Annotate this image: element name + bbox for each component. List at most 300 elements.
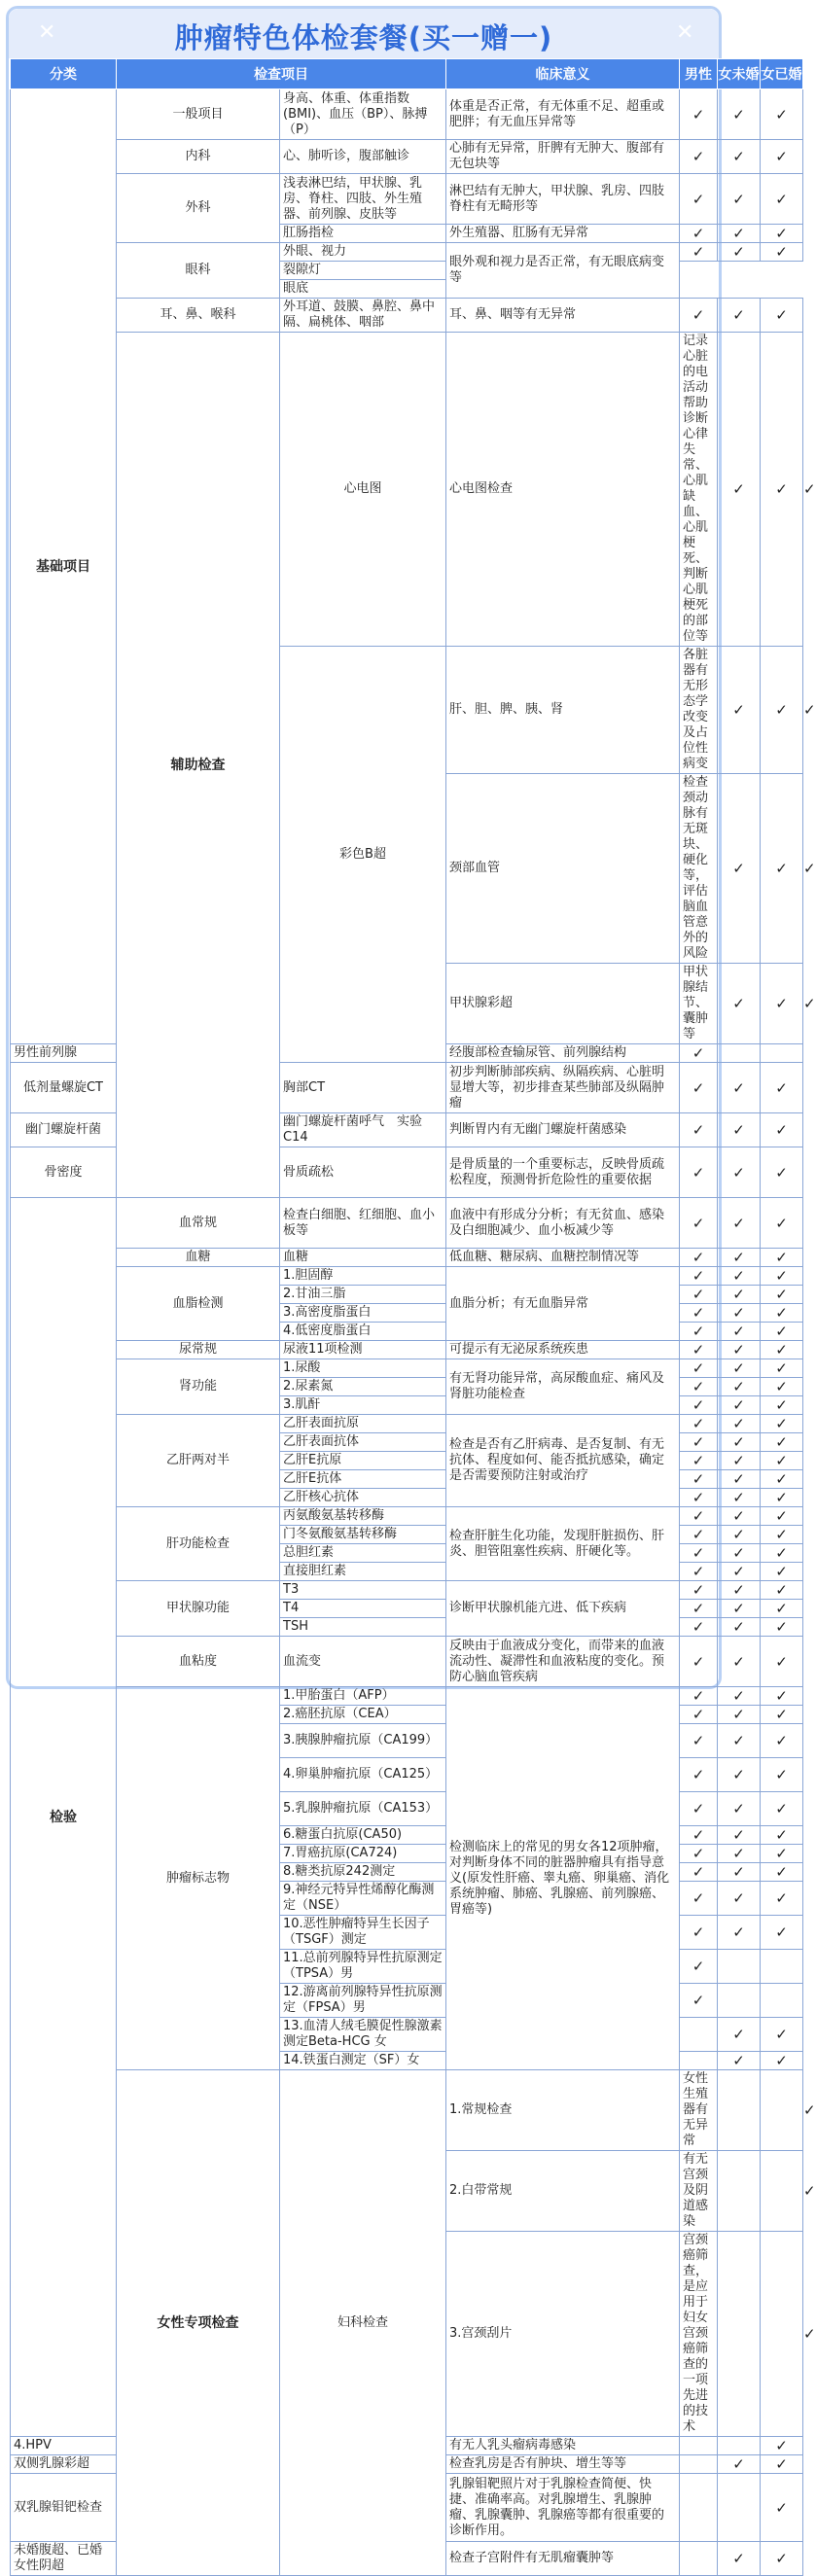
table-row: [11, 1359, 803, 1378]
close-icon: ✕: [38, 20, 56, 45]
subcategory-cell: 心电图: [280, 333, 446, 647]
check-mark-cell: [718, 1950, 761, 1984]
check-mark-cell: ✓: [761, 1544, 803, 1563]
item-cell: 4.HPV: [11, 2437, 117, 2455]
check-mark-cell: ✓: [761, 1724, 803, 1758]
meaning-cell: 甲状腺结节、囊肿等: [680, 964, 718, 1044]
header-female-married: 女已婚: [761, 59, 803, 89]
item-cell: 总胆红素: [280, 1544, 446, 1563]
check-mark-cell: ✓: [761, 1323, 803, 1341]
check-mark-cell: ✓: [718, 1507, 761, 1526]
check-mark-cell: ✓: [761, 1489, 803, 1507]
table-row: [11, 1687, 803, 1706]
item-cell: 1.甲胎蛋白（AFP）: [280, 1687, 446, 1706]
table-row: 女性专项检查 妇科检查 1.常规检查 女性生殖器有无异常 ✓: [11, 2070, 803, 2151]
check-mark-cell: [680, 2052, 718, 2070]
meaning-cell: 反映由于血液成分变化，而带来的血液流动性、凝滞性和血液粘度的变化。预防心脑血管疾病: [446, 1637, 680, 1687]
item-cell: 乙肝核心抗体: [280, 1489, 446, 1507]
category-cell: 女性专项检查: [117, 2070, 280, 2576]
check-mark-cell: ✓: [761, 1600, 803, 1618]
table-row: [11, 1249, 803, 1267]
check-mark-cell: ✓: [718, 1687, 761, 1706]
subcategory-cell: 血常规: [117, 1198, 280, 1249]
check-mark-cell: ✓: [761, 1916, 803, 1950]
meaning-cell: 检查肝脏生化功能，发现肝脏损伤、肝炎、胆管阻塞性疾病、肝硬化等。: [446, 1507, 680, 1581]
item-cell: TSH: [280, 1618, 446, 1637]
check-mark-cell: ✓: [761, 333, 803, 647]
table-header: [11, 59, 803, 89]
check-mark-cell: ✓: [761, 1249, 803, 1267]
check-mark-cell: ✓: [718, 2052, 761, 2070]
check-mark-cell: [680, 2474, 718, 2542]
check-mark-cell: ✓: [680, 1826, 718, 1845]
item-cell: 3.胰腺肿瘤抗原（CA199）: [280, 1724, 446, 1758]
check-mark-cell: ✓: [718, 1198, 761, 1249]
check-mark-cell: ✓: [761, 1396, 803, 1415]
check-mark-cell: ✓: [718, 1396, 761, 1415]
check-mark-cell: ✓: [718, 1415, 761, 1433]
item-cell: 男性前列腺: [11, 1044, 117, 1063]
check-mark-cell: ✓: [680, 1984, 718, 2018]
category-cell: 基础项目: [11, 89, 117, 1044]
table-row: [11, 1415, 803, 1433]
check-mark-cell: ✓: [680, 1267, 718, 1286]
check-mark-cell: ✓: [761, 647, 803, 774]
check-mark-cell: ✓: [718, 1600, 761, 1618]
check-mark-cell: [718, 2474, 761, 2542]
check-mark-cell: ✓: [680, 1916, 718, 1950]
category-cell: 辅助检查: [117, 333, 280, 1198]
item-cell: 乙肝E抗原: [280, 1452, 446, 1470]
check-mark-cell: ✓: [718, 1706, 761, 1724]
meaning-cell: 检测临床上的常见的男女各12项肿瘤，对判断身体不同的脏器肿瘤具有指导意义(原发性肝癌、睾丸癌、卵巢癌、消化系统肿瘤、肺癌、乳腺癌、前列腺癌、胃癌等): [446, 1687, 680, 2070]
check-mark-cell: ✓: [718, 1286, 761, 1304]
subcategory-cell: 幽门螺旋杆菌: [11, 1113, 117, 1147]
check-mark-cell: ✓: [718, 1526, 761, 1544]
table-row: [11, 299, 803, 333]
check-mark-cell: ✓: [680, 1792, 718, 1826]
header-female-unmarried: 女未婚: [718, 59, 761, 89]
check-mark-cell: ✓: [718, 2542, 761, 2576]
meaning-cell: 可提示有无泌尿系统疾患: [446, 1341, 680, 1359]
check-mark-cell: ✓: [680, 1323, 718, 1341]
check-mark-cell: ✓: [761, 1063, 803, 1113]
check-mark-cell: [761, 2151, 803, 2232]
subcategory-cell: 彩色B超: [280, 647, 446, 1063]
item-cell: 1.胆固醇: [280, 1267, 446, 1286]
title-bar: [9, 9, 719, 58]
check-mark-cell: ✓: [680, 1563, 718, 1581]
check-mark-cell: ✓: [680, 1581, 718, 1600]
check-mark-cell: ✓: [680, 1882, 718, 1916]
meaning-cell: 检查子宫附件有无肌瘤囊肿等: [446, 2542, 680, 2576]
meaning-cell: 心肺有无异常，肝脾有无肿大、腹部有无包块等: [446, 140, 680, 174]
item-cell: 未婚腹超、已婚女性阴超: [11, 2542, 117, 2576]
meaning-cell: 有无宫颈及阴道感染: [680, 2151, 718, 2232]
item-cell: 眼底: [280, 280, 446, 299]
table-row: 彩色B超 肝、胆、脾、胰、肾 各脏器有无形态学改变及占位性病变 ✓ ✓ ✓: [11, 647, 803, 774]
subcategory-cell: 血糖: [117, 1249, 280, 1267]
item-cell: 肝、胆、脾、胰、肾: [446, 647, 680, 774]
check-mark-cell: ✓: [761, 1758, 803, 1792]
check-mark-cell: ✓: [761, 1706, 803, 1724]
check-mark-cell: ✓: [718, 1863, 761, 1882]
check-mark-cell: ✓: [761, 1845, 803, 1863]
check-mark-cell: ✓: [680, 1113, 718, 1147]
check-mark-cell: ✓: [718, 1792, 761, 1826]
check-mark-cell: ✓: [761, 2437, 803, 2455]
check-mark-cell: ✓: [718, 964, 761, 1044]
page-title: 肿瘤特色体检套餐(买一赠一): [174, 21, 553, 54]
check-mark-cell: ✓: [761, 1198, 803, 1249]
meaning-cell: 各脏器有无形态学改变及占位性病变: [680, 647, 718, 774]
check-mark-cell: [680, 2542, 718, 2576]
check-mark-cell: ✓: [718, 1563, 761, 1581]
check-mark-cell: ✓: [761, 1113, 803, 1147]
item-cell: 乙肝表面抗体: [280, 1433, 446, 1452]
meaning-cell: 检查是否有乙肝病毒、是否复制、有无抗体、程度如何、能否抵抗感染，确定是否需要预防注射或治疗: [446, 1415, 680, 1507]
item-cell: 幽门螺旋杆菌呼气 实验C14: [280, 1113, 446, 1147]
item-cell: 裂隙灯: [280, 262, 446, 280]
meaning-cell: 乳腺钼靶照片对于乳腺检查简便、快捷、准确率高。对乳腺增生、乳腺肿瘤、乳腺囊肿、乳腺癌等都有很重要的诊断作用。: [446, 2474, 680, 2542]
item-cell: 肛肠指检: [280, 225, 446, 243]
item-cell: 直接胆红素: [280, 1563, 446, 1581]
check-mark-cell: [761, 1950, 803, 1984]
subcategory-cell: 尿常规: [117, 1341, 280, 1359]
meaning-cell: 血液中有形成分分析；有无贫血、感染及白细胞减少、血小板减少等: [446, 1198, 680, 1249]
check-mark-cell: ✓: [680, 1863, 718, 1882]
meaning-cell: 耳、鼻、咽等有无异常: [446, 299, 680, 333]
check-mark-cell: ✓: [761, 1286, 803, 1304]
item-cell: 8.糖类抗原242测定: [280, 1863, 446, 1882]
check-mark-cell: ✓: [718, 647, 761, 774]
item-cell: 外眼、视力: [280, 243, 446, 262]
check-mark-cell: ✓: [761, 2018, 803, 2052]
check-mark-cell: ✓: [761, 299, 803, 333]
meaning-cell: 眼外观和视力是否正常，有无眼底病变等: [446, 243, 680, 299]
check-mark-cell: ✓: [680, 1341, 718, 1359]
check-mark-cell: [718, 2070, 761, 2151]
check-mark-cell: ✓: [680, 225, 718, 243]
check-mark-cell: ✓: [718, 1637, 761, 1687]
check-mark-cell: ✓: [761, 1267, 803, 1286]
check-mark-cell: ✓: [718, 1147, 761, 1198]
subcategory-cell: 肝功能检查: [117, 1507, 280, 1581]
check-mark-cell: ✓: [680, 1415, 718, 1433]
meaning-cell: 诊断甲状腺机能亢进、低下疾病: [446, 1581, 680, 1637]
item-cell: 11.总前列腺特异性抗原测定（TPSA）男: [280, 1950, 446, 1984]
check-mark-cell: ✓: [680, 1249, 718, 1267]
item-cell: 2.甘油三脂: [280, 1286, 446, 1304]
check-mark-cell: ✓: [680, 243, 718, 262]
check-mark-cell: ✓: [680, 1758, 718, 1792]
check-mark-cell: ✓: [680, 1198, 718, 1249]
item-cell: T4: [280, 1600, 446, 1618]
item-cell: 心、肺听诊，腹部触诊: [280, 140, 446, 174]
check-mark-cell: [680, 2455, 718, 2474]
subcategory-cell: 肾功能: [117, 1359, 280, 1415]
item-cell: 4.卵巢肿瘤抗原（CA125）: [280, 1758, 446, 1792]
subcategory-cell: 一般项目: [117, 89, 280, 140]
check-mark-cell: ✓: [718, 1845, 761, 1863]
check-mark-cell: [680, 2437, 718, 2455]
item-cell: 外耳道、鼓膜、鼻腔、鼻中隔、扁桃体、咽部: [280, 299, 446, 333]
check-mark-cell: ✓: [718, 2018, 761, 2052]
check-mark-cell: ✓: [680, 1470, 718, 1489]
check-mark-cell: ✓: [718, 1618, 761, 1637]
check-mark-cell: ✓: [718, 225, 761, 243]
table-row: 甲状腺彩超 甲状腺结节、囊肿等 ✓ ✓ ✓: [11, 964, 803, 1044]
check-mark-cell: ✓: [680, 89, 718, 140]
check-mark-cell: ✓: [718, 1249, 761, 1267]
item-cell: 双侧乳腺彩超: [11, 2455, 117, 2474]
check-mark-cell: [680, 2018, 718, 2052]
check-mark-cell: ✓: [680, 1600, 718, 1618]
check-mark-cell: ✓: [761, 243, 803, 262]
check-mark-cell: ✓: [718, 1470, 761, 1489]
subcategory-cell: 低剂量螺旋CT: [11, 1063, 117, 1113]
table-row: [11, 243, 803, 262]
table-row: 3.宫颈刮片 宫颈癌筛查，是应用于妇女宫颈癌筛查的一项先进的技术 ✓: [11, 2232, 803, 2437]
table-row: [11, 1267, 803, 1286]
check-mark-cell: ✓: [680, 1724, 718, 1758]
check-mark-cell: ✓: [680, 1359, 718, 1378]
check-mark-cell: ✓: [761, 1147, 803, 1198]
subcategory-cell: 血脂检测: [117, 1267, 280, 1341]
check-mark-cell: ✓: [761, 174, 803, 225]
check-mark-cell: ✓: [718, 1113, 761, 1147]
item-cell: 尿液11项检测: [280, 1341, 446, 1359]
check-mark-cell: ✓: [761, 1359, 803, 1378]
check-mark-cell: ✓: [718, 1304, 761, 1323]
check-mark-cell: ✓: [680, 1706, 718, 1724]
check-mark-cell: ✓: [761, 2474, 803, 2542]
check-mark-cell: ✓: [718, 1452, 761, 1470]
check-mark-cell: ✓: [718, 1882, 761, 1916]
check-mark-cell: ✓: [680, 1304, 718, 1323]
check-mark-cell: ✓: [680, 1063, 718, 1113]
check-mark-cell: ✓: [718, 333, 761, 647]
check-mark-cell: ✓: [680, 1489, 718, 1507]
meaning-cell: 有无肾功能异常，高尿酸血症、痛风及肾脏功能检查: [446, 1359, 680, 1415]
check-mark-cell: ✓: [718, 299, 761, 333]
check-mark-cell: [761, 1984, 803, 2018]
item-cell: 甲状腺彩超: [446, 964, 680, 1044]
check-mark-cell: ✓: [680, 1526, 718, 1544]
item-cell: 3.肌酐: [280, 1396, 446, 1415]
subcategory-cell: 眼科: [117, 243, 280, 299]
item-cell: 4.低密度脂蛋白: [280, 1323, 446, 1341]
check-mark-cell: ✓: [718, 140, 761, 174]
check-mark-cell: ✓: [680, 1618, 718, 1637]
check-mark-cell: ✓: [761, 1452, 803, 1470]
item-cell: 9.神经元特异性烯醇化酶测定（NSE）: [280, 1882, 446, 1916]
check-mark-cell: ✓: [680, 1286, 718, 1304]
check-mark-cell: [718, 1044, 761, 1063]
check-mark-cell: ✓: [680, 1396, 718, 1415]
header-male: 男性: [680, 59, 718, 89]
check-mark-cell: ✓: [680, 140, 718, 174]
check-mark-cell: ✓: [761, 964, 803, 1044]
check-mark-cell: ✓: [718, 1267, 761, 1286]
subcategory-cell: 骨密度: [11, 1147, 117, 1198]
check-mark-cell: ✓: [718, 1758, 761, 1792]
check-mark-cell: ✓: [761, 1826, 803, 1845]
item-cell: 2.白带常规: [446, 2151, 680, 2232]
check-mark-cell: [718, 1984, 761, 2018]
check-mark-cell: ✓: [761, 1637, 803, 1687]
check-mark-cell: ✓: [761, 1581, 803, 1600]
check-mark-cell: ✓: [718, 1063, 761, 1113]
table-row: [11, 1507, 803, 1526]
check-mark-cell: ✓: [761, 1863, 803, 1882]
table-row: [11, 1198, 803, 1249]
check-mark-cell: ✓: [761, 1304, 803, 1323]
meaning-cell: 有无人乳头瘤病毒感染: [446, 2437, 680, 2455]
item-cell: 检查白细胞、红细胞、血小板等: [280, 1198, 446, 1249]
check-mark-cell: ✓: [761, 1618, 803, 1637]
table-row: [11, 1637, 803, 1687]
check-mark-cell: ✓: [761, 1433, 803, 1452]
item-cell: 1.尿酸: [280, 1359, 446, 1378]
header-item: 检查项目: [117, 59, 446, 89]
meaning-cell: 检查颈动脉有无斑块、硬化等，评估脑血管意外的风险: [680, 774, 718, 964]
check-mark-cell: ✓: [761, 1415, 803, 1433]
check-mark-cell: ✓: [680, 174, 718, 225]
check-mark-cell: ✓: [718, 1489, 761, 1507]
category-cell: 检验: [11, 1198, 117, 2437]
table-row: 2.白带常规 有无宫颈及阴道感染 ✓: [11, 2151, 803, 2232]
item-cell: 6.糖蛋白抗原(CA50): [280, 1826, 446, 1845]
item-cell: 颈部血管: [446, 774, 680, 964]
check-mark-cell: ✓: [761, 1341, 803, 1359]
check-mark-cell: ✓: [761, 1526, 803, 1544]
subcategory-cell: 耳、鼻、喉科: [117, 299, 280, 333]
item-cell: 乙肝E抗体: [280, 1470, 446, 1489]
check-mark-cell: ✓: [718, 1323, 761, 1341]
check-mark-cell: ✓: [761, 89, 803, 140]
check-mark-cell: ✓: [680, 1452, 718, 1470]
check-mark-cell: ✓: [718, 1724, 761, 1758]
check-mark-cell: ✓: [718, 1581, 761, 1600]
check-mark-cell: ✓: [761, 1792, 803, 1826]
check-mark-cell: ✓: [718, 243, 761, 262]
subcategory-cell: 妇科检查: [280, 2070, 446, 2576]
check-mark-cell: [718, 2437, 761, 2455]
check-mark-cell: ✓: [718, 89, 761, 140]
check-mark-cell: ✓: [718, 774, 761, 964]
meaning-cell: 经腹部检查输尿管、前列腺结构: [446, 1044, 680, 1063]
table-row: [11, 140, 803, 174]
check-mark-cell: ✓: [680, 1507, 718, 1526]
meaning-cell: 体重是否正常，有无体重不足、超重或肥胖；有无血压异常等: [446, 89, 680, 140]
item-cell: 浅表淋巴结，甲状腺、乳房、脊柱、四肢、外生殖器、前列腺、皮肤等: [280, 174, 446, 225]
table-row: [11, 1581, 803, 1600]
item-cell: 血流变: [280, 1637, 446, 1687]
subcategory-cell: 肿瘤标志物: [117, 1687, 280, 2070]
item-cell: 14.铁蛋白测定（SF）女: [280, 2052, 446, 2070]
check-mark-cell: ✓: [761, 1687, 803, 1706]
check-mark-cell: ✓: [718, 1359, 761, 1378]
meaning-cell: 宫颈癌筛查，是应用于妇女宫颈癌筛查的一项先进的技术: [680, 2232, 718, 2437]
check-mark-cell: ✓: [761, 774, 803, 964]
item-cell: 5.乳腺肿瘤抗原（CA153）: [280, 1792, 446, 1826]
meaning-cell: 淋巴结有无肿大，甲状腺、乳房、四肢脊柱有无畸形等: [446, 174, 680, 225]
item-cell: 10.恶性肿瘤特异生长因子（TSGF）测定: [280, 1916, 446, 1950]
check-mark-cell: ✓: [761, 1882, 803, 1916]
check-mark-cell: ✓: [680, 1544, 718, 1563]
meaning-cell: 初步判断肺部疾病、纵隔疾病、心脏明显增大等，初步排查某些肺部及纵隔肿瘤: [446, 1063, 680, 1113]
table-row: 颈部血管 检查颈动脉有无斑块、硬化等，评估脑血管意外的风险 ✓ ✓ ✓: [11, 774, 803, 964]
item-cell: 双乳腺钼钯检查: [11, 2474, 117, 2542]
check-mark-cell: ✓: [718, 1433, 761, 1452]
item-cell: 13.血清人绒毛膜促性腺激素测定Beta-HCG 女: [280, 2018, 446, 2052]
check-mark-cell: ✓: [718, 1544, 761, 1563]
meaning-cell: 记录心脏的电活动帮助诊断心律失常、心肌缺血、心肌梗死、判断心肌梗死的部位等: [680, 333, 718, 647]
item-cell: 胸部CT: [280, 1063, 446, 1113]
meaning-cell: 女性生殖器有无异常: [680, 2070, 718, 2151]
check-mark-cell: ✓: [761, 1378, 803, 1396]
meaning-cell: 判断胃内有无幽门螺旋杆菌感染: [446, 1113, 680, 1147]
check-mark-cell: ✓: [680, 1433, 718, 1452]
check-mark-cell: ✓: [761, 1507, 803, 1526]
item-cell: 骨质疏松: [280, 1147, 446, 1198]
check-mark-cell: [761, 2070, 803, 2151]
check-mark-cell: ✓: [680, 1637, 718, 1687]
check-mark-cell: ✓: [680, 1687, 718, 1706]
close-icon: ✕: [676, 20, 694, 45]
check-mark-cell: ✓: [718, 174, 761, 225]
check-mark-cell: ✓: [761, 1470, 803, 1489]
check-mark-cell: ✓: [680, 1147, 718, 1198]
check-mark-cell: ✓: [761, 225, 803, 243]
table-row: 辅助检查 心电图 心电图检查 记录心脏的电活动帮助诊断心律失常、心肌缺血、心肌梗死、判断心肌梗死的部位等 ✓ ✓ ✓: [11, 333, 803, 647]
item-cell: 12.游离前列腺特异性抗原测定（FPSA）男: [280, 1984, 446, 2018]
item-cell: 1.常规检查: [446, 2070, 680, 2151]
check-mark-cell: [718, 2151, 761, 2232]
item-cell: 丙氨酸氨基转移酶: [280, 1507, 446, 1526]
item-cell: T3: [280, 1581, 446, 1600]
meaning-cell: 是骨质量的一个重要标志，反映骨质疏松程度，预测骨折危险性的重要依据: [446, 1147, 680, 1198]
table-row: [11, 89, 803, 140]
item-cell: 7.胃癌抗原(CA724): [280, 1845, 446, 1863]
item-cell: 2.癌胚抗原（CEA）: [280, 1706, 446, 1724]
header-meaning: 临床意义: [446, 59, 680, 89]
item-cell: 乙肝表面抗原: [280, 1415, 446, 1433]
subcategory-cell: 甲状腺功能: [117, 1581, 280, 1637]
check-mark-cell: [761, 2232, 803, 2437]
checkup-table: [10, 58, 816, 2576]
check-mark-cell: ✓: [680, 299, 718, 333]
item-cell: 身高、体重、体重指数(BMI)、血压（BP）、脉搏（P）: [280, 89, 446, 140]
item-cell: 血糖: [280, 1249, 446, 1267]
item-cell: 门冬氨酸氨基转移酶: [280, 1526, 446, 1544]
item-cell: 心电图检查: [446, 333, 680, 647]
subcategory-cell: 乙肝两对半: [117, 1415, 280, 1507]
check-mark-cell: ✓: [718, 2455, 761, 2474]
check-mark-cell: ✓: [718, 1826, 761, 1845]
check-mark-cell: ✓: [718, 1378, 761, 1396]
check-mark-cell: ✓: [718, 1916, 761, 1950]
table-row: [11, 1341, 803, 1359]
meaning-cell: 外生殖器、肛肠有无异常: [446, 225, 680, 243]
check-mark-cell: ✓: [680, 1950, 718, 1984]
item-cell: 2.尿素氮: [280, 1378, 446, 1396]
meaning-cell: 血脂分析；有无血脂异常: [446, 1267, 680, 1341]
table-row: [11, 174, 803, 225]
check-mark-cell: ✓: [761, 2455, 803, 2474]
check-mark-cell: [718, 2232, 761, 2437]
